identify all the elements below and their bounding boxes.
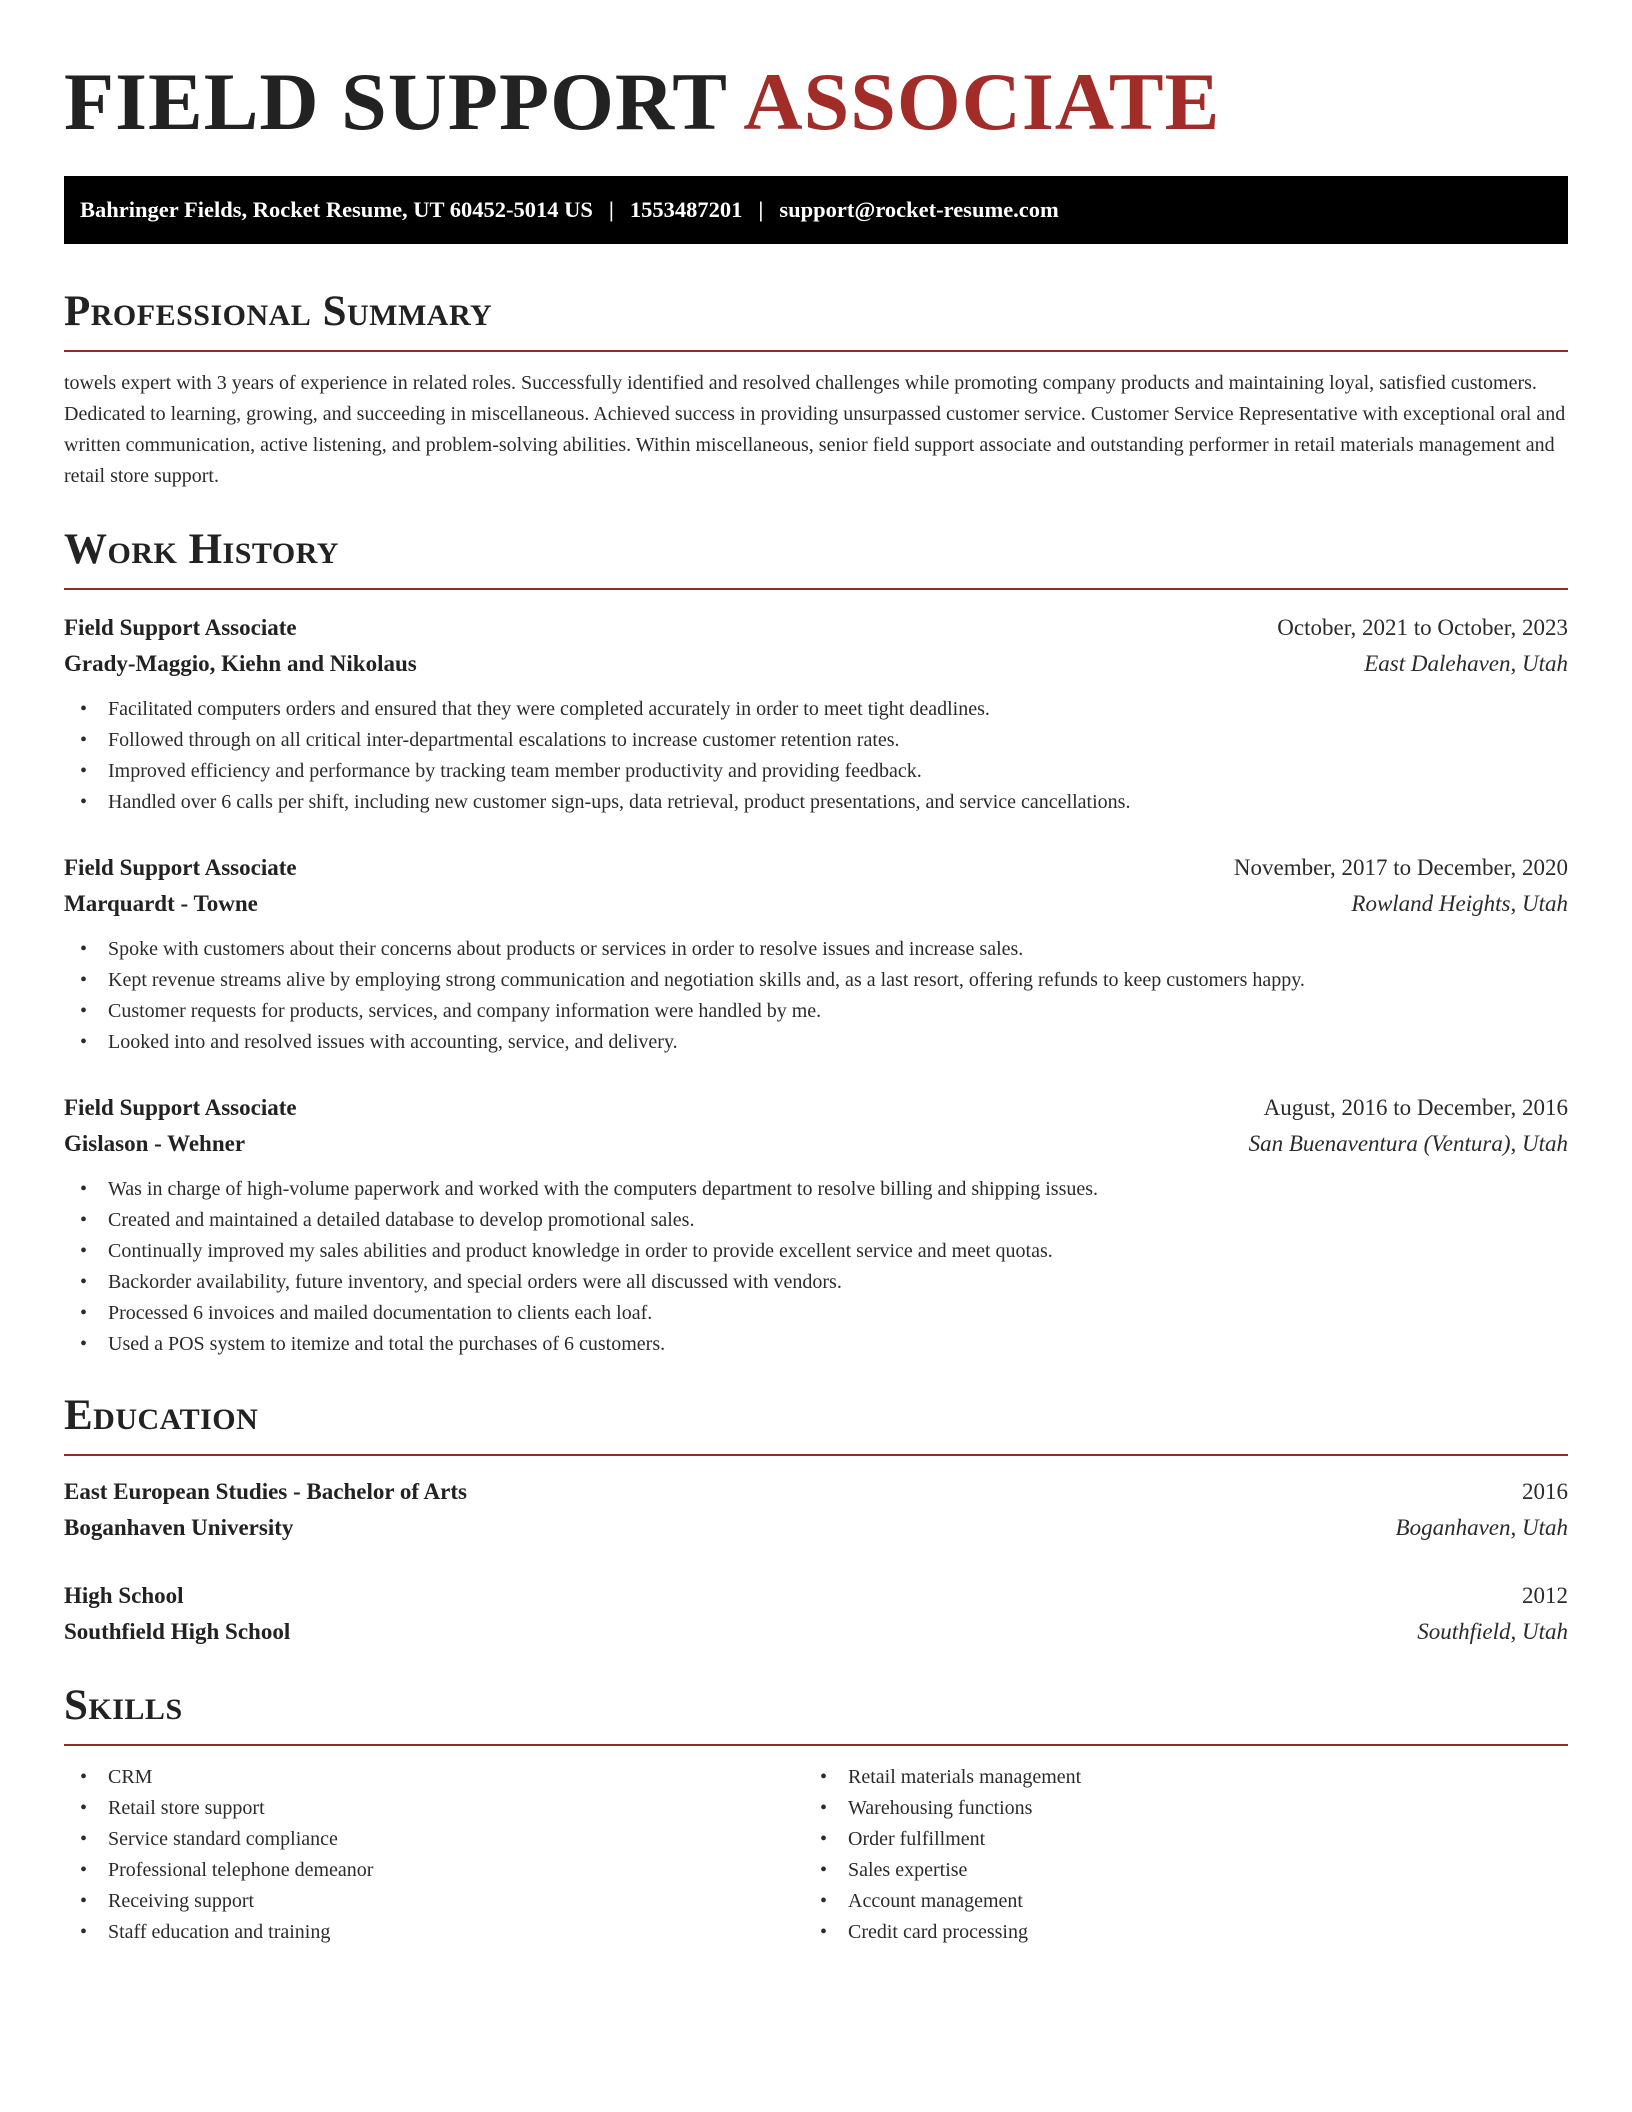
summary-heading: Professional Summary bbox=[64, 288, 493, 335]
bullet-icon: • bbox=[820, 1890, 828, 1912]
bullet-icon: • bbox=[80, 1240, 88, 1262]
bullet-icon: • bbox=[80, 1333, 88, 1355]
bullet-icon: • bbox=[80, 1766, 88, 1788]
contact-phone: 1553487201 bbox=[629, 197, 743, 222]
bullet-icon: • bbox=[80, 1890, 88, 1912]
skill-item bbox=[64, 1824, 804, 1855]
job-duty-text: Created and maintained a detailed database to develop promotional sales. bbox=[108, 1209, 695, 1231]
skill-item bbox=[804, 1762, 1544, 1793]
job-location: East Dalehaven, Utah bbox=[1364, 651, 1568, 676]
job-title: Field Support Associate bbox=[64, 855, 297, 880]
work-history-heading: Work History bbox=[64, 526, 339, 573]
job-duty bbox=[64, 725, 1568, 756]
summary-text: towels expert with 3 years of experience in related roles. Successfully identified and resolved challenges while promoting company products and maintaining loyal, satisfied customers. Dedicated to learning, growing, and succeeding in miscellaneous. Achieved success in providing unsurpassed customer service. Customer Service Representative with exceptional oral and written communication, active listening, and problem-solving abilities. Within miscellaneous, senior field support associate and outstanding performer in retail materials management and retail store support. bbox=[64, 372, 1566, 487]
education-heading: Education bbox=[64, 1392, 259, 1439]
bullet-icon: • bbox=[80, 938, 88, 960]
contact-separator: | bbox=[758, 197, 764, 222]
skill-text: Credit card processing bbox=[848, 1921, 1028, 1943]
education-year: 2012 bbox=[1522, 1583, 1568, 1608]
education-year: 2016 bbox=[1522, 1479, 1568, 1504]
job-company: Grady-Maggio, Kiehn and Nikolaus bbox=[64, 651, 417, 676]
job-duty bbox=[64, 1174, 1568, 1205]
bullet-icon: • bbox=[80, 1828, 88, 1850]
job-duty-text: Handled over 6 calls per shift, including new customer sign-ups, data retrieval, product presentations, and service cancellations. bbox=[108, 791, 1131, 813]
contact-email: support@rocket-resume.com bbox=[779, 197, 1059, 222]
skill-item bbox=[64, 1886, 804, 1917]
job-duty bbox=[64, 694, 1568, 725]
skill-item bbox=[804, 1917, 1544, 1948]
education-degree: East European Studies - Bachelor of Arts bbox=[64, 1479, 467, 1504]
job-duty-text: Looked into and resolved issues with accounting, service, and delivery. bbox=[108, 1031, 678, 1053]
bullet-icon: • bbox=[820, 1921, 828, 1943]
job-entry bbox=[64, 1090, 1568, 1360]
skill-text: Staff education and training bbox=[108, 1921, 331, 1943]
skill-text: Account management bbox=[848, 1890, 1023, 1912]
job-duty bbox=[64, 1205, 1568, 1236]
bullet-icon: • bbox=[820, 1828, 828, 1850]
bullet-icon: • bbox=[80, 1797, 88, 1819]
job-company-row bbox=[64, 1126, 1568, 1162]
bullet-icon: • bbox=[80, 698, 88, 720]
bullet-icon: • bbox=[820, 1859, 828, 1881]
bullet-icon: • bbox=[80, 1302, 88, 1324]
skill-text: Retail store support bbox=[108, 1797, 265, 1819]
skill-item bbox=[804, 1793, 1544, 1824]
bullet-icon: • bbox=[80, 1271, 88, 1293]
education-school: Boganhaven University bbox=[64, 1515, 294, 1540]
job-header-row bbox=[64, 1090, 1568, 1126]
bullet-icon: • bbox=[80, 1209, 88, 1231]
education-degree-row bbox=[64, 1474, 1568, 1510]
education-entry bbox=[64, 1474, 1568, 1546]
skill-text: Professional telephone demeanor bbox=[108, 1859, 374, 1881]
job-duty-text: Customer requests for products, services, and company information were handled by me. bbox=[108, 1000, 822, 1022]
bullet-icon: • bbox=[80, 1921, 88, 1943]
bullet-icon: • bbox=[80, 1859, 88, 1881]
job-duties-list bbox=[64, 694, 1568, 818]
bullet-icon: • bbox=[80, 791, 88, 813]
job-duty-text: Spoke with customers about their concerns about products or services in order to resolve issues and increase sales. bbox=[108, 938, 1024, 960]
job-dates: August, 2016 to December, 2016 bbox=[1263, 1095, 1568, 1120]
skill-text: Warehousing functions bbox=[848, 1797, 1033, 1819]
job-company: Gislason - Wehner bbox=[64, 1131, 246, 1156]
bullet-icon: • bbox=[80, 1178, 88, 1200]
skill-item bbox=[64, 1762, 804, 1793]
education-location: Southfield, Utah bbox=[1417, 1619, 1568, 1644]
job-header-row bbox=[64, 610, 1568, 646]
skill-text: Sales expertise bbox=[848, 1859, 968, 1881]
job-duty-text: Kept revenue streams alive by employing strong communication and negotiation skills and, as a last resort, offering refunds to keep customers happy. bbox=[108, 969, 1305, 991]
skills-column-right bbox=[804, 1762, 1544, 1948]
skill-text: Service standard compliance bbox=[108, 1828, 338, 1850]
education-school: Southfield High School bbox=[64, 1619, 291, 1644]
job-company-row bbox=[64, 886, 1568, 922]
job-duty bbox=[64, 756, 1568, 787]
job-dates: November, 2017 to December, 2020 bbox=[1233, 855, 1568, 880]
job-duty-text: Was in charge of high-volume paperwork and worked with the computers department to resolve billing and shipping issues. bbox=[108, 1178, 1099, 1200]
skill-item bbox=[64, 1793, 804, 1824]
contact-address: Bahringer Fields, Rocket Resume, UT 60452-5014 US bbox=[80, 197, 593, 222]
bullet-icon: • bbox=[80, 729, 88, 751]
job-duty bbox=[64, 934, 1568, 965]
skill-item bbox=[804, 1886, 1544, 1917]
contact-separator: | bbox=[608, 197, 614, 222]
job-location: San Buenaventura (Ventura), Utah bbox=[1248, 1131, 1568, 1156]
job-company-row bbox=[64, 646, 1568, 682]
job-duty-text: Continually improved my sales abilities and product knowledge in order to provide excellent service and meet quotas. bbox=[108, 1240, 1053, 1262]
skill-item bbox=[804, 1824, 1544, 1855]
skill-item bbox=[64, 1855, 804, 1886]
skills-column-left bbox=[64, 1762, 804, 1948]
job-duty-text: Followed through on all critical inter-departmental escalations to increase customer retention rates. bbox=[108, 729, 900, 751]
job-duty-text: Processed 6 invoices and mailed documentation to clients each loaf. bbox=[108, 1302, 653, 1324]
section-divider bbox=[64, 588, 1568, 590]
education-degree: High School bbox=[64, 1583, 184, 1608]
title-accent-part: ASSOCIATE bbox=[743, 56, 1221, 147]
job-duty-text: Backorder availability, future inventory, and special orders were all discussed with vendors. bbox=[108, 1271, 842, 1293]
job-duty-text: Used a POS system to itemize and total the purchases of 6 customers. bbox=[108, 1333, 666, 1355]
skill-item bbox=[804, 1855, 1544, 1886]
skills-grid bbox=[64, 1762, 1568, 1948]
resume-title bbox=[64, 56, 1568, 148]
job-duties-list bbox=[64, 1174, 1568, 1360]
job-duty bbox=[64, 1027, 1568, 1058]
title-first-part: FIELD SUPPORT bbox=[64, 56, 727, 147]
section-divider bbox=[64, 1454, 1568, 1456]
job-duty bbox=[64, 1298, 1568, 1329]
job-header-row bbox=[64, 850, 1568, 886]
job-duty bbox=[64, 996, 1568, 1027]
job-duty bbox=[64, 965, 1568, 996]
job-duty bbox=[64, 787, 1568, 818]
education-school-row bbox=[64, 1614, 1568, 1650]
skill-text: Retail materials management bbox=[848, 1766, 1082, 1788]
skill-text: Order fulfillment bbox=[848, 1828, 986, 1850]
education-degree-row bbox=[64, 1578, 1568, 1614]
job-duties-list bbox=[64, 934, 1568, 1058]
job-duty bbox=[64, 1236, 1568, 1267]
education-school-row bbox=[64, 1510, 1568, 1546]
bullet-icon: • bbox=[80, 760, 88, 782]
bullet-icon: • bbox=[820, 1797, 828, 1819]
job-entry bbox=[64, 850, 1568, 1058]
education-location: Boganhaven, Utah bbox=[1395, 1515, 1568, 1540]
skill-item bbox=[64, 1917, 804, 1948]
bullet-icon: • bbox=[80, 1031, 88, 1053]
job-duty-text: Improved efficiency and performance by tracking team member productivity and providing feedback. bbox=[108, 760, 922, 782]
skill-text: Receiving support bbox=[108, 1890, 255, 1912]
bullet-icon: • bbox=[820, 1766, 828, 1788]
skills-heading: Skills bbox=[64, 1682, 183, 1729]
section-divider bbox=[64, 1744, 1568, 1746]
job-title: Field Support Associate bbox=[64, 1095, 297, 1120]
job-duty bbox=[64, 1267, 1568, 1298]
job-dates: October, 2021 to October, 2023 bbox=[1277, 615, 1568, 640]
job-company: Marquardt - Towne bbox=[64, 891, 258, 916]
job-entry bbox=[64, 610, 1568, 818]
job-duty bbox=[64, 1329, 1568, 1360]
section-divider bbox=[64, 350, 1568, 352]
job-location: Rowland Heights, Utah bbox=[1351, 891, 1568, 916]
skill-text: CRM bbox=[108, 1766, 153, 1788]
job-duty-text: Facilitated computers orders and ensured that they were completed accurately in order to meet tight deadlines. bbox=[108, 698, 990, 720]
bullet-icon: • bbox=[80, 969, 88, 991]
job-title: Field Support Associate bbox=[64, 615, 297, 640]
contact-bar bbox=[64, 176, 1568, 244]
bullet-icon: • bbox=[80, 1000, 88, 1022]
education-entry bbox=[64, 1578, 1568, 1650]
